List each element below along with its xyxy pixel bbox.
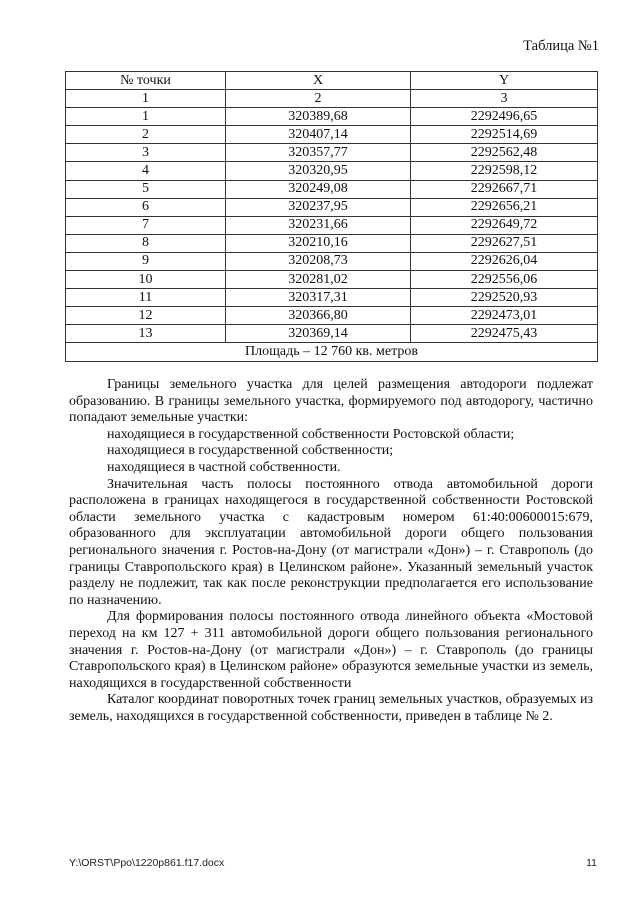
point-number-cell: 10: [66, 271, 226, 289]
table-row: [66, 216, 598, 234]
header-point-number: № точки: [66, 72, 226, 90]
y-cell: 2292598,12: [411, 162, 598, 180]
table-row: [66, 325, 598, 343]
point-number-cell: 3: [66, 144, 226, 162]
point-number-cell: 8: [66, 234, 226, 252]
x-cell: 320237,95: [226, 198, 411, 216]
table-row: [66, 180, 598, 198]
point-number-cell: 12: [66, 307, 226, 325]
y-cell: 2292473,01: [411, 307, 598, 325]
point-number-cell: 5: [66, 180, 226, 198]
table-caption: Таблица №1: [523, 38, 599, 54]
point-number-cell: 1: [66, 108, 226, 126]
x-cell: 320231,66: [226, 216, 411, 234]
x-cell: 320357,77: [226, 144, 411, 162]
point-number-cell: 9: [66, 252, 226, 270]
x-cell: 320389,68: [226, 108, 411, 126]
x-cell: 320281,02: [226, 271, 411, 289]
y-cell: 2292667,71: [411, 180, 598, 198]
list-item: находящиеся в государственной собственности;: [107, 443, 394, 459]
column-index-row: [66, 90, 598, 108]
footer-file-path: Y:\ORST\Ppo\1220p861.f17.docx: [69, 857, 225, 869]
x-cell: 320249,08: [226, 180, 411, 198]
index-cell: 2: [226, 90, 411, 108]
x-cell: 320317,31: [226, 289, 411, 307]
point-number-cell: 13: [66, 325, 226, 343]
list-item: находящиеся в частной собственности.: [107, 459, 341, 475]
y-cell: 2292475,43: [411, 325, 598, 343]
header-y: Y: [411, 72, 598, 90]
header-x: X: [226, 72, 411, 90]
x-cell: 320366,80: [226, 307, 411, 325]
x-cell: 320320,95: [226, 162, 411, 180]
table-row: [66, 198, 598, 216]
area-cell: Площадь – 12 760 кв. метров: [66, 343, 598, 361]
y-cell: 2292627,51: [411, 234, 598, 252]
index-cell: 1: [66, 90, 226, 108]
table-row: [66, 289, 598, 307]
y-cell: 2292556,06: [411, 271, 598, 289]
list-item: находящиеся в государственной собственности Ростовской области;: [107, 426, 515, 442]
table-header-row: [66, 72, 598, 90]
y-cell: 2292496,65: [411, 108, 598, 126]
x-cell: 320369,14: [226, 325, 411, 343]
x-cell: 320407,14: [226, 126, 411, 144]
point-number-cell: 6: [66, 198, 226, 216]
table-row: [66, 108, 598, 126]
body-text: [69, 377, 593, 725]
x-cell: 320208,73: [226, 252, 411, 270]
table-row: [66, 234, 598, 252]
index-cell: 3: [411, 90, 598, 108]
point-number-cell: 4: [66, 162, 226, 180]
table-row: [66, 307, 598, 325]
paragraph-formation: Для формирования полосы постоянного отвода линейного объекта «Мостовой переход на км 127 + 311 автомобильной дороги общего пользования регионального значения г. Ростов-на-Дону (от магистрали «Дон») – г. Ставрополь (до границы Ставропольского края) в Целинском районе» образуются земельные участки из земель, находящихся в государственной собственности: [69, 609, 593, 691]
area-row: [66, 343, 598, 361]
table-row: [66, 144, 598, 162]
x-cell: 320210,16: [226, 234, 411, 252]
y-cell: 2292520,93: [411, 289, 598, 307]
paragraph-catalog: Каталог координат поворотных точек границ земельных участков, образуемых из земель, находящихся в государственной собственности, приведен в таблице № 2.: [69, 692, 594, 724]
table-row: [66, 162, 598, 180]
y-cell: 2292656,21: [411, 198, 598, 216]
y-cell: 2292626,04: [411, 252, 598, 270]
y-cell: 2292562,48: [411, 144, 598, 162]
coordinates-table: [65, 71, 598, 362]
point-number-cell: 7: [66, 216, 226, 234]
table-row: [66, 271, 598, 289]
paragraph-main-part: Значительная часть полосы постоянного отвода автомобильной дороги расположена в границах находящегося в государственной собственности Ростовской области земельного участка с кадастровым номером 61:40:00600015:679, образованного для эксплуатации автомобильной дороги общего пользования регионального значения г. Ростов-на-Дону (от магистрали «Дон») – г. Ставрополь (до границы Ставропольского края) в Целинском районе». Указанный земельный участок разделу не подлежит, так как после реконструкции предполагается его использование по назначению.: [69, 476, 593, 608]
table-row: [66, 126, 598, 144]
y-cell: 2292514,69: [411, 126, 598, 144]
point-number-cell: 11: [66, 289, 226, 307]
point-number-cell: 2: [66, 126, 226, 144]
table-row: [66, 252, 598, 270]
table-body: [66, 90, 598, 343]
y-cell: 2292649,72: [411, 216, 598, 234]
paragraph-intro: Границы земельного участка для целей размещения автодороги подлежат образованию. В границы земельного участка, формируемого под автодорогу, частично попадают земельные участки:: [69, 377, 593, 426]
footer-page-number: 11: [586, 857, 597, 869]
